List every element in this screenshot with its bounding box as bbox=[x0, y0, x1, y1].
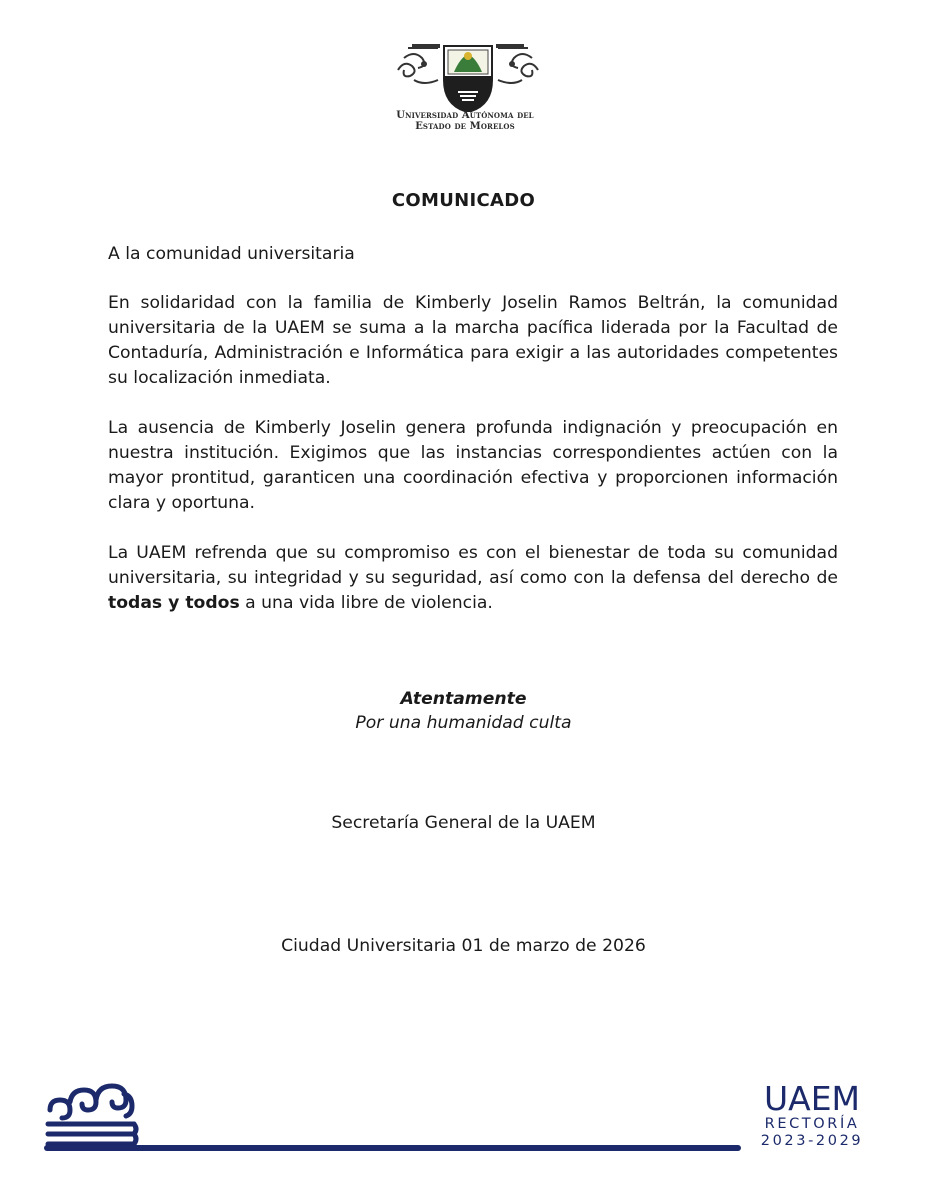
footer-rule bbox=[44, 1145, 741, 1151]
footer-period: 2023-2029 bbox=[760, 1133, 864, 1149]
greeting: A la comunidad universitaria bbox=[108, 244, 355, 264]
paragraph-3-end: a una vida libre de violencia. bbox=[239, 593, 493, 613]
university-name-line2: Estado de Morelos bbox=[415, 121, 515, 132]
footer-brand bbox=[752, 1079, 872, 1150]
crest-emblem-icon bbox=[394, 40, 542, 112]
university-name-line1: Universidad Autónoma del bbox=[396, 110, 534, 121]
signer: Secretaría General de la UAEM bbox=[331, 813, 596, 833]
paragraph-2: La ausencia de Kimberly Joselin genera profunda indignación y preocupación en nuestra institución. Exigimos que las instancias correspondientes actúen con la mayor prontitud, garanticen una coordinación efectiva y proporcionen información clara y oportuna. bbox=[108, 418, 838, 513]
wave-ornament-icon bbox=[44, 1080, 140, 1152]
place-and-date: Ciudad Universitaria 01 de marzo de 2026 bbox=[281, 936, 646, 956]
footer-office: RECTORÍA bbox=[764, 1116, 860, 1132]
page-title: COMUNICADO bbox=[391, 190, 536, 211]
paragraph-3 bbox=[108, 541, 838, 616]
footer-brand-name: UAEM bbox=[763, 1079, 861, 1118]
university-motto: Por una humanidad culta bbox=[355, 713, 572, 733]
university-name bbox=[385, 110, 545, 132]
paragraph-3-emphasis: todas y todos bbox=[108, 593, 240, 613]
paragraph-1: En solidaridad con la familia de Kimberly Joselin Ramos Beltrán, la comunidad universitaria de la UAEM se suma a la marcha pacífica liderada por la Facultad de Contaduría, Administración e Informática para exigir a las autoridades competentes su localización inmediata. bbox=[108, 293, 838, 388]
paragraph-3-start: La UAEM refrenda que su compromiso es con el bienestar de toda su comunidad universitaria, su integridad y su seguridad, así como con la defensa del derecho de bbox=[108, 543, 838, 588]
closing-salutation: Atentamente bbox=[400, 689, 527, 709]
